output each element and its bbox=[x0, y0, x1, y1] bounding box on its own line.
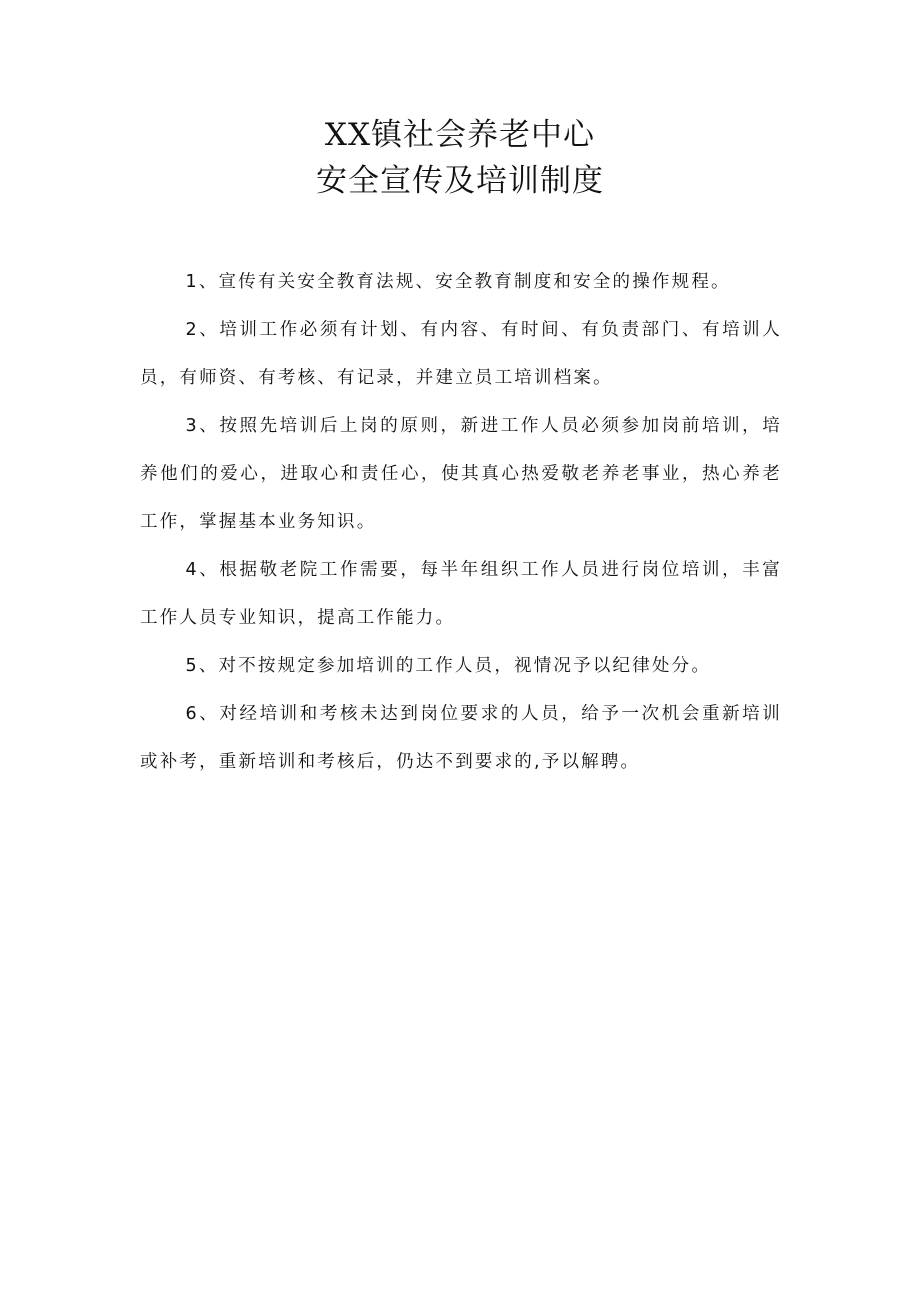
paragraph-6: 6、对经培训和考核未达到岗位要求的人员，给予一次机会重新培训或补考，重新培训和考核后，仍达不到要求的,予以解聘。 bbox=[140, 704, 782, 772]
paragraph-5: 5、对不按规定参加培训的工作人员，视情况予以纪律处分。 bbox=[185, 656, 712, 676]
paragraph-2: 2、培训工作必须有计划、有内容、有时间、有负责部门、有培训人员，有师资、有考核、有记录，并建立员工培训档案。 bbox=[140, 320, 782, 388]
document-title bbox=[0, 112, 920, 204]
paragraph-1: 1、宣传有关安全教育法规、安全教育制度和安全的操作规程。 bbox=[185, 272, 731, 292]
paragraph-3: 3、按照先培训后上岗的原则，新进工作人员必须参加岗前培训，培养他们的爱心，进取心和责任心，使其真心热爱敬老养老事业，热心养老工作，掌握基本业务知识。 bbox=[140, 416, 782, 532]
paragraph-4: 4、根据敬老院工作需要，每半年组织工作人员进行岗位培训，丰富工作人员专业知识，提高工作能力。 bbox=[140, 560, 782, 628]
document-body bbox=[140, 258, 782, 786]
title-line-2: 安全宣传及培训制度 bbox=[316, 163, 604, 199]
title-line-1: XX镇社会养老中心 bbox=[324, 117, 596, 153]
